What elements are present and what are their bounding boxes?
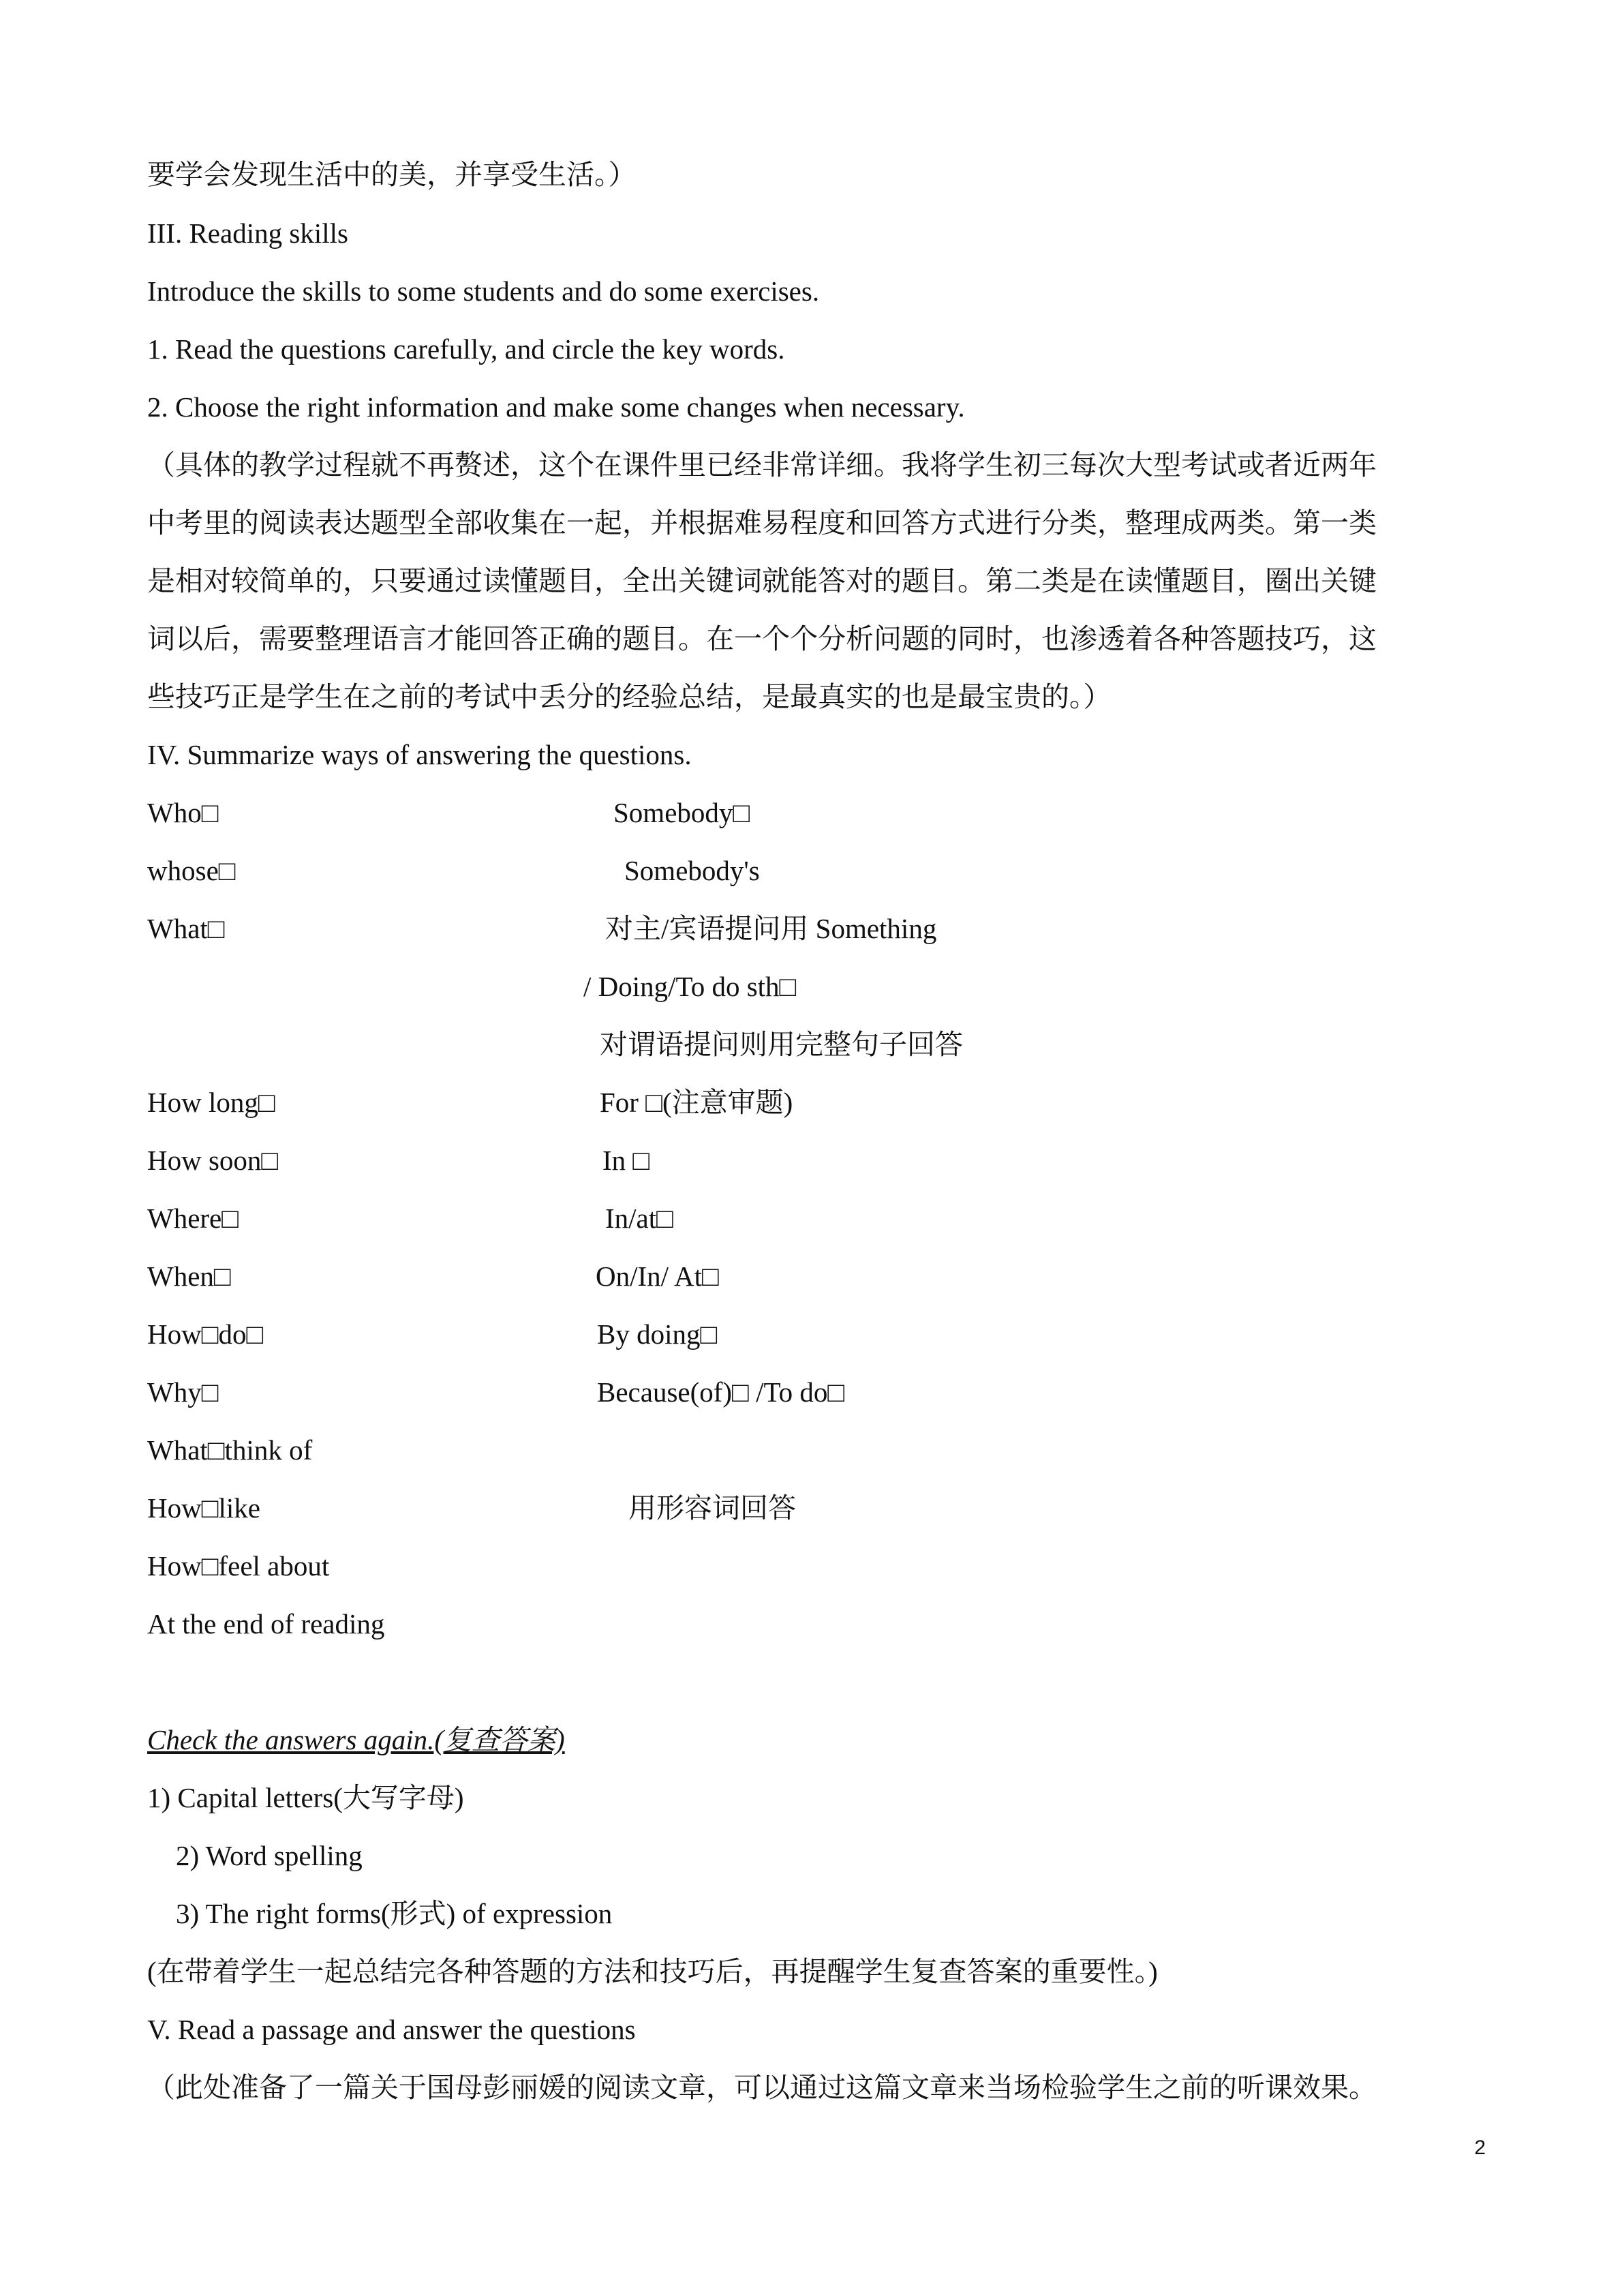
question-word: whose□ (147, 855, 236, 886)
step-1-text: 1. Read the questions carefully, and circle the key words. (147, 333, 785, 365)
check-item: 3) The right forms(形式) of expression (176, 1898, 613, 1929)
question-word: How soon□ (147, 1145, 279, 1176)
answer-form: On/In/ At□ (596, 1260, 719, 1292)
answer-form: In □ (602, 1145, 650, 1176)
check-item: 1) Capital letters(大写字母) (147, 1782, 464, 1813)
answer-form: 对主/宾语提问用 Something (605, 913, 937, 944)
step-2-text: 2. Choose the right information and make some changes when necessary. (147, 391, 965, 423)
answer-form: / Doing/To do sth□ (583, 971, 797, 1002)
section-3-note-line: 些技巧正是学生在之前的考试中丢分的经验总结，是最真实的也是最宝贵的。） (147, 681, 1112, 712)
answer-form: 对谓语提问则用完整句子回答 (600, 1029, 963, 1060)
page-number: 2 (1474, 2136, 1486, 2159)
question-word: How□like (147, 1492, 260, 1524)
question-word: Why□ (147, 1376, 219, 1408)
answer-form: For □(注意审题) (600, 1087, 793, 1118)
section-5-title: V. Read a passage and answer the questions (147, 2014, 636, 2045)
section-5-note: （此处准备了一篇关于国母彭丽媛的阅读文章，可以通过这篇文章来当场检验学生之前的听课效果。 (147, 2072, 1377, 2103)
section-3-note-line: （具体的教学过程就不再赘述，这个在课件里已经非常详细。我将学生初三每次大型考试或者近两年 (147, 449, 1377, 481)
check-note: (在带着学生一起总结完各种答题的方法和技巧后，再提醒学生复查答案的重要性。) (147, 1956, 1158, 1987)
check-answers-title: Check the answers again.(复查答案) (147, 1724, 565, 1755)
section-4-title: IV. Summarize ways of answering the questions. (147, 739, 692, 770)
answer-form: Somebody□ (613, 797, 750, 828)
question-word: How long□ (147, 1087, 275, 1118)
question-word: Who□ (147, 797, 219, 828)
section-3-note-line: 中考里的阅读表达题型全部收集在一起，并根据难易程度和回答方式进行分类，整理成两类。第一类 (147, 507, 1377, 539)
question-word: What□think of (147, 1434, 313, 1466)
question-word: How□do□ (147, 1318, 264, 1350)
question-word: Where□ (147, 1203, 239, 1234)
section-3-intro: Introduce the skills to some students and do some exercises. (147, 275, 820, 307)
section-3-note-line: 是相对较简单的，只要通过读懂题目，全出关键词就能答对的题目。第二类是在读懂题目，圈出关键 (147, 565, 1377, 596)
question-word: How□feel about (147, 1550, 330, 1582)
question-word: At the end of reading (147, 1608, 385, 1640)
section-3-note-line: 词以后，需要整理语言才能回答正确的题目。在一个个分析问题的同时，也渗透着各种答题技巧，这 (147, 623, 1377, 654)
answer-form: In/at□ (605, 1203, 673, 1234)
section-3-title: III. Reading skills (147, 217, 348, 249)
answer-form: Somebody's (624, 855, 760, 886)
answer-form: 用形容词回答 (628, 1492, 796, 1524)
question-word: What□ (147, 913, 225, 944)
answer-form: Because(of)□ /To do□ (597, 1376, 845, 1408)
answer-form: By doing□ (597, 1318, 718, 1350)
check-item: 2) Word spelling (176, 1840, 363, 1871)
question-word: When□ (147, 1260, 231, 1292)
intro-tail-text: 要学会发现生活中的美，并享受生活。） (147, 159, 637, 190)
